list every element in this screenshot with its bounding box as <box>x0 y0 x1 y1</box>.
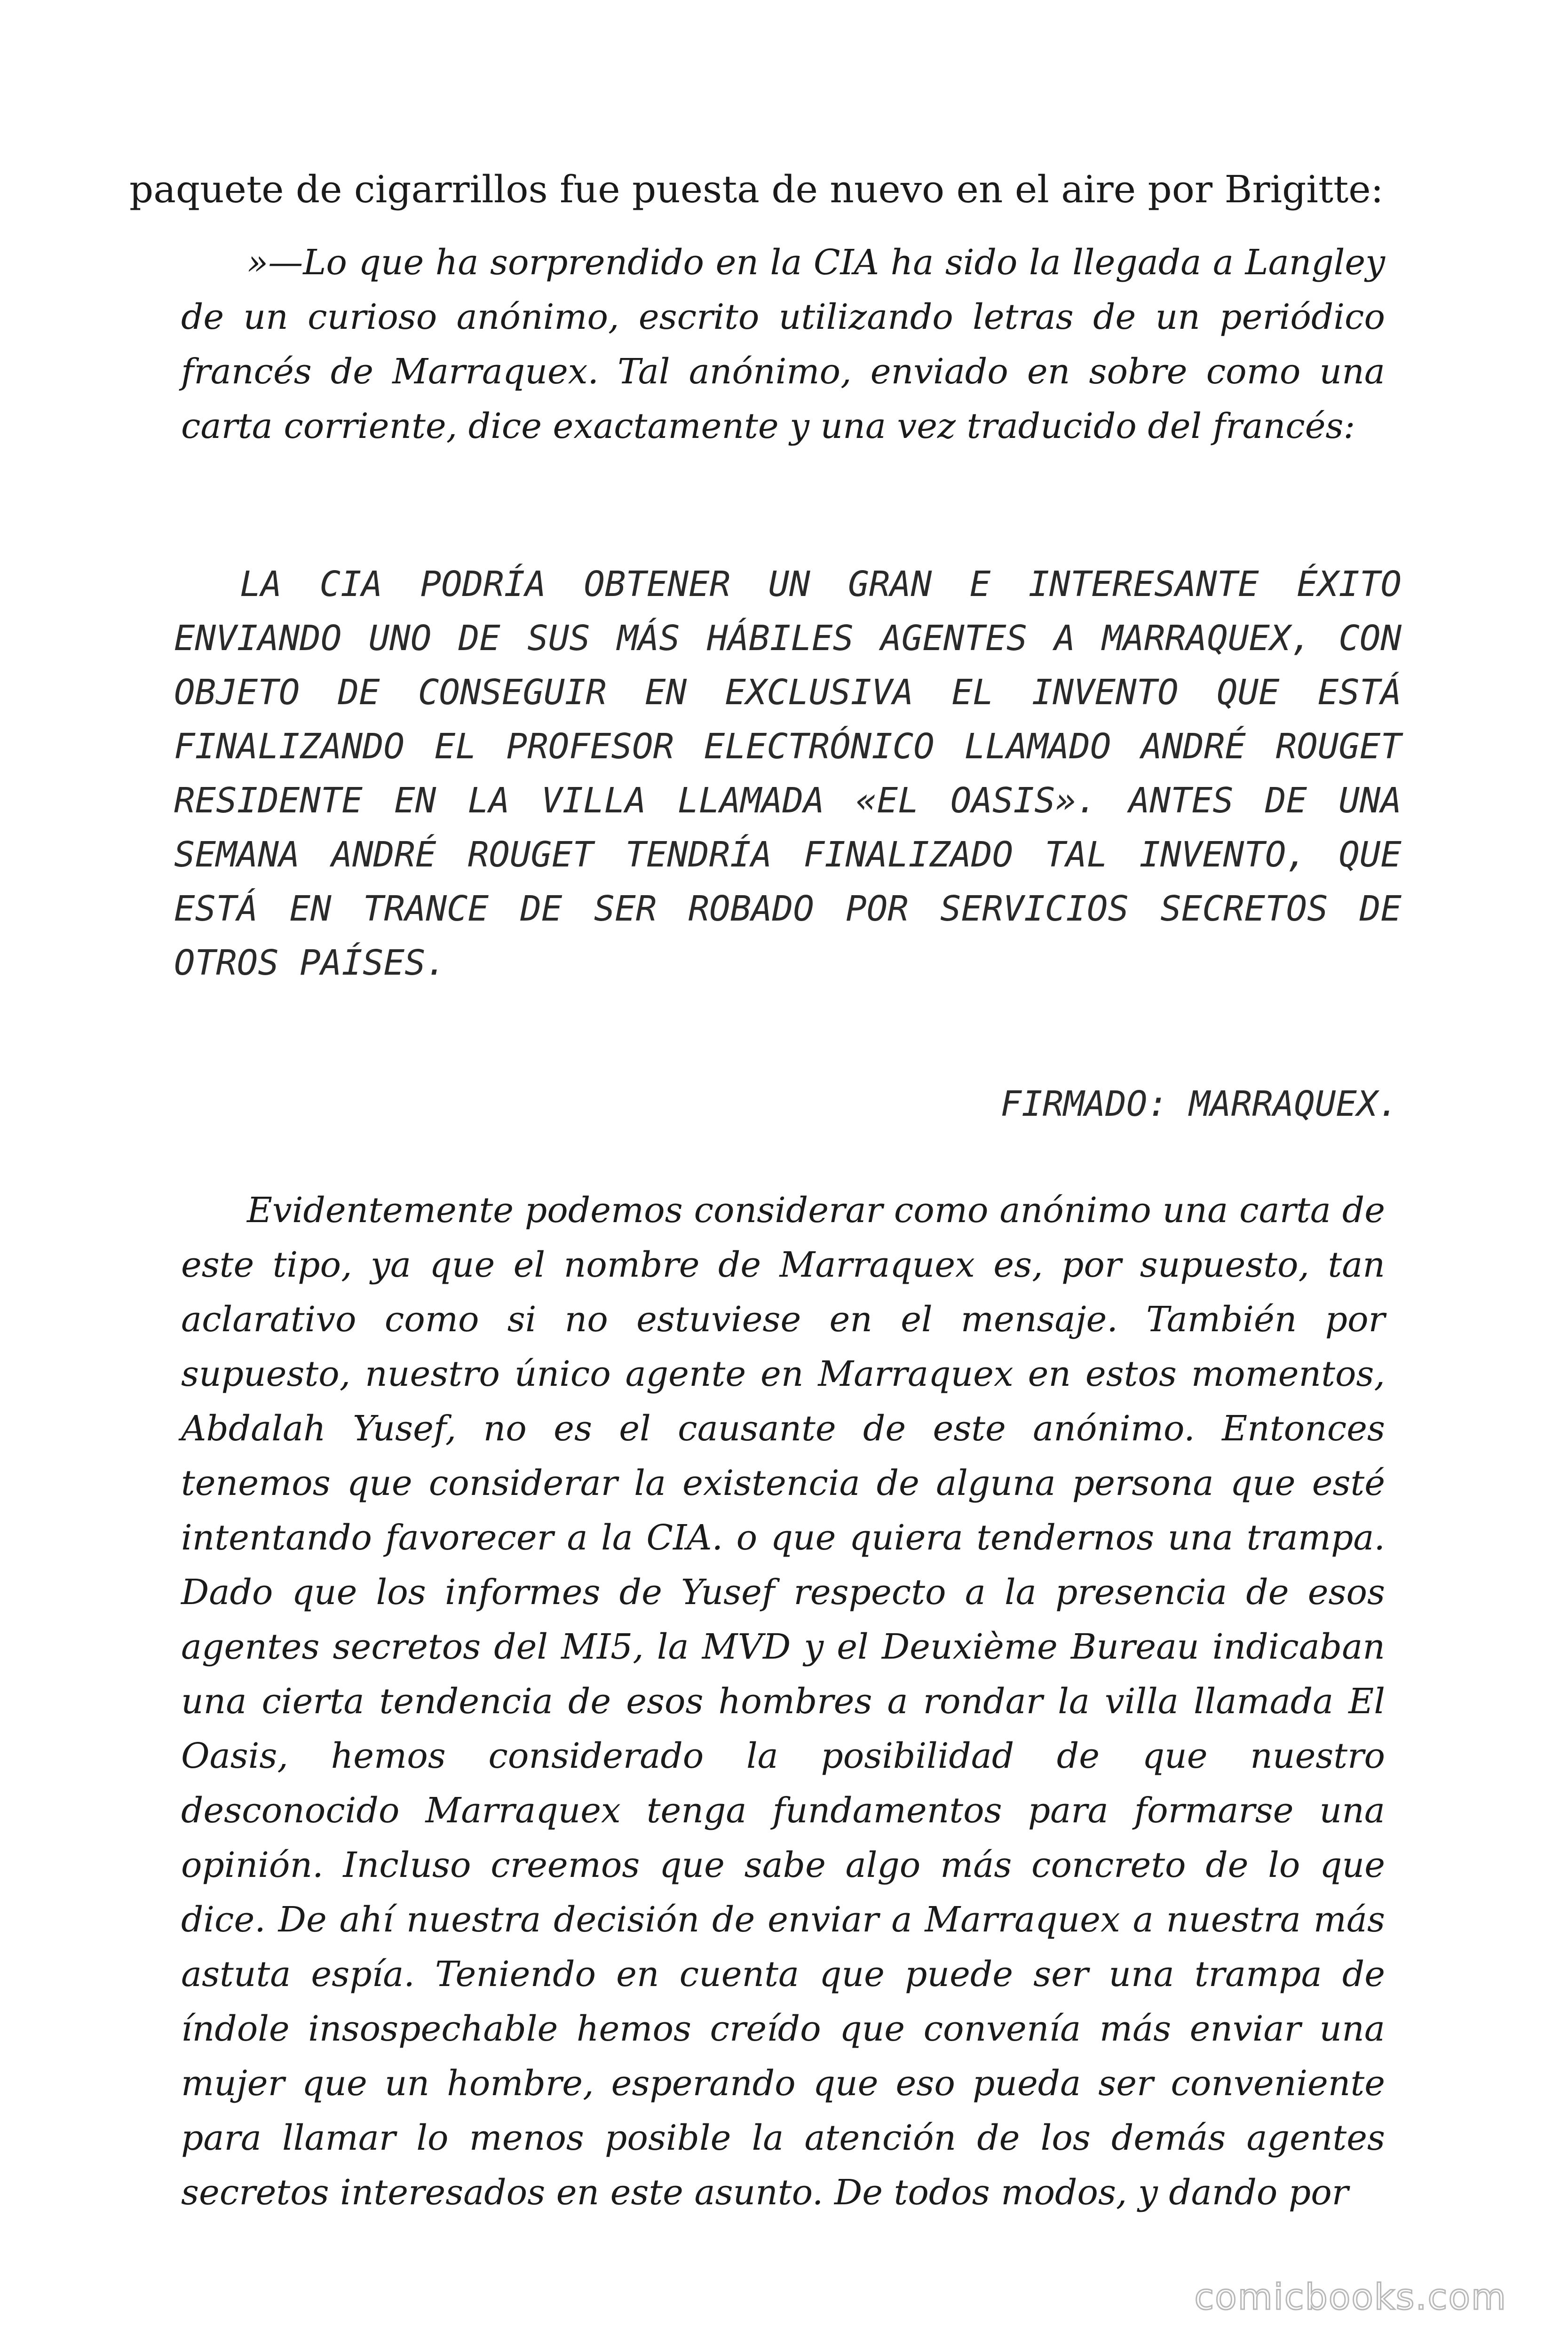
watermark: comicbooks.com <box>1194 2276 1507 2318</box>
paragraph-analysis: Evidentemente podemos considerar como anónimo una carta de este tipo, ya que el nombre de Marraquex es, por supuesto, tan aclarativo como si no estuviese en el mensaje. También por supuesto, nuestro único agente en Marraquex en estos momentos, Abdalah Yusef, no es el causante de este anónimo. Entonces tenemos que considerar la existencia de alguna persona que esté intentando favorecer a la CIA. o que quiera tendernos una trampa. Dado que los informes de Yusef respecto a la presencia de esos agentes secretos del MI5, la MVD y el Deuxième Bureau indicaban una cierta tendencia de esos hombres a rondar la villa llamada El Oasis, hemos considerado la posibilidad de que nuestro desconocido Marraquex tenga fundamentos para formarse una opinión. Incluso creemos que sabe algo más concreto de lo que dice. De ahí nuestra decisión de enviar a Marraquex a nuestra más astuta espía. Teniendo en cuenta que puede ser una trampa de índole insospechable hemos creído que convenía más enviar una mujer que un hombre, esperando que eso pueda ser conveniente para llamar lo menos posible la atención de los demás agentes secretos interesados en este asunto. De todos modos, y dando por <box>181 1190 1385 2213</box>
intro-line: paquete de cigarrillos fue puesta de nuevo en el aire por Brigitte: <box>129 167 1384 211</box>
letter-signature: FIRMADO: MARRAQUEX. <box>1000 1084 1399 1124</box>
paragraph-cia-report: »—Lo que ha sorprendido en la CIA ha sido la llegada a Langley de un curioso anónimo, escrito utilizando letras de un periódico francés de Marraquex. Tal anónimo, enviado en sobre como una carta corriente, dice exactamente y una vez traducido del francés: <box>181 242 1385 446</box>
anonymous-letter: LA CIA PODRÍA OBTENER UN GRAN E INTERESANTE ÉXITO ENVIANDO UNO DE SUS MÁS HÁBILES AGENTES A MARRAQUEX, CON OBJETO DE CONSEGUIR EN EXCLUSIVA EL INVENTO QUE ESTÁ FINALIZANDO EL PROFESOR ELECTRÓNICO LLAMADO ANDRÉ ROUGET RESIDENTE EN LA VILLA LLAMADA «EL OASIS». ANTES DE UNA SEMANA ANDRÉ ROUGET TENDRÍA FINALIZADO TAL INVENTO, QUE ESTÁ EN TRANCE DE SER ROBADO POR SERVICIOS SECRETOS DE OTROS PAÍSES. <box>174 564 1402 983</box>
